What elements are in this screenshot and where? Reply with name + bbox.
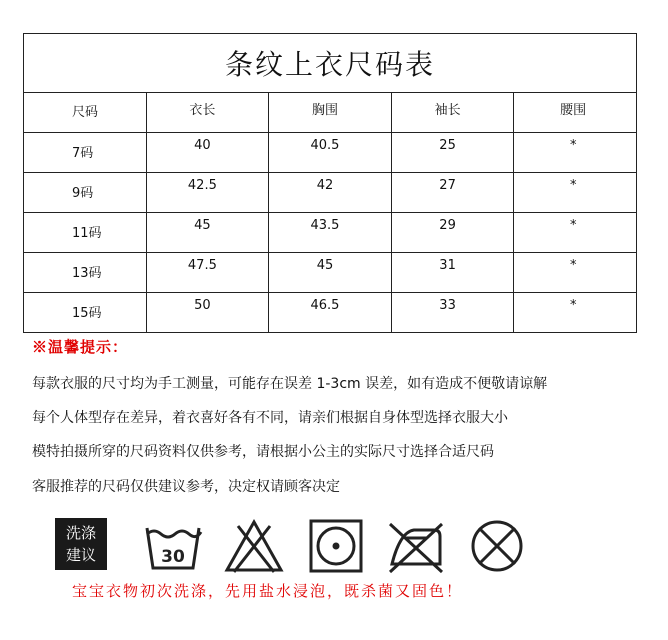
- table-title: 条纹上衣尺码表: [24, 34, 637, 93]
- waist-cell: *: [569, 218, 577, 233]
- table-row: [24, 213, 637, 253]
- table-row: [24, 293, 637, 333]
- no-iron-icon: [386, 518, 446, 574]
- chest-cell: 42: [316, 178, 334, 193]
- sleeve-cell: 33: [439, 298, 456, 313]
- size-cell: 9码: [72, 186, 94, 201]
- size-cell: 13码: [72, 266, 102, 281]
- notice-title: ※温馨提示：: [32, 338, 129, 356]
- notice-line: 模特拍摄所穿的尺码资料仅供参考，请根据小公主的实际尺寸选择合适尺码: [32, 444, 494, 460]
- table-row: [24, 253, 637, 293]
- sleeve-cell: 31: [439, 258, 456, 273]
- chest-cell: 40.5: [310, 138, 340, 153]
- notice-line: 每个人体型存在差异，着衣喜好各有不同，请亲们根据自身体型选择衣服大小: [32, 410, 508, 426]
- care-label-line1: 洗涤: [65, 524, 96, 542]
- size-cell: 15码: [72, 306, 102, 321]
- header-waist: 腰围: [560, 103, 587, 118]
- notice-line: 每款衣服的尺寸均为手工测量，可能存在误差 1-3cm 误差，如有造成不便敬请谅解: [32, 376, 548, 392]
- wash-temp-text: 30: [161, 547, 185, 567]
- header-chest: 胸围: [311, 103, 338, 118]
- no-bleach-icon: [224, 518, 284, 574]
- care-footer-text: 宝宝衣物初次洗涤，先用盐水浸泡，既杀菌又固色！: [72, 582, 464, 600]
- size-chart-table: [23, 33, 637, 333]
- sleeve-cell: 27: [439, 178, 456, 193]
- care-label-line2: 建议: [65, 546, 96, 564]
- length-cell: 45: [194, 218, 211, 233]
- length-cell: 42.5: [187, 178, 217, 193]
- care-advice-label: [55, 518, 107, 570]
- table-header-row: [24, 93, 637, 133]
- waist-cell: *: [569, 258, 577, 273]
- sleeve-cell: 25: [439, 138, 456, 153]
- length-cell: 40: [194, 138, 211, 153]
- size-cell: 11码: [72, 226, 102, 241]
- table-row: [24, 133, 637, 173]
- table-row: [24, 173, 637, 213]
- waist-cell: *: [569, 178, 577, 193]
- chest-cell: 45: [316, 258, 334, 273]
- wash-30-icon: [143, 518, 203, 574]
- notice-line: 客服推荐的尺码仅供建议参考，决定权请顾客决定: [32, 479, 340, 495]
- header-sleeve: 袖长: [434, 103, 461, 118]
- length-cell: 47.5: [187, 258, 217, 273]
- tumble-dry-icon: [306, 518, 366, 574]
- size-cell: 7码: [72, 146, 94, 161]
- header-length: 衣长: [189, 103, 216, 118]
- chest-cell: 43.5: [310, 218, 340, 233]
- header-size: 尺码: [72, 105, 99, 120]
- chest-cell: 46.5: [310, 298, 340, 313]
- waist-cell: *: [569, 138, 577, 153]
- length-cell: 50: [194, 298, 211, 313]
- no-dry-clean-icon: [467, 518, 527, 574]
- waist-cell: *: [569, 298, 577, 313]
- sleeve-cell: 29: [439, 218, 456, 233]
